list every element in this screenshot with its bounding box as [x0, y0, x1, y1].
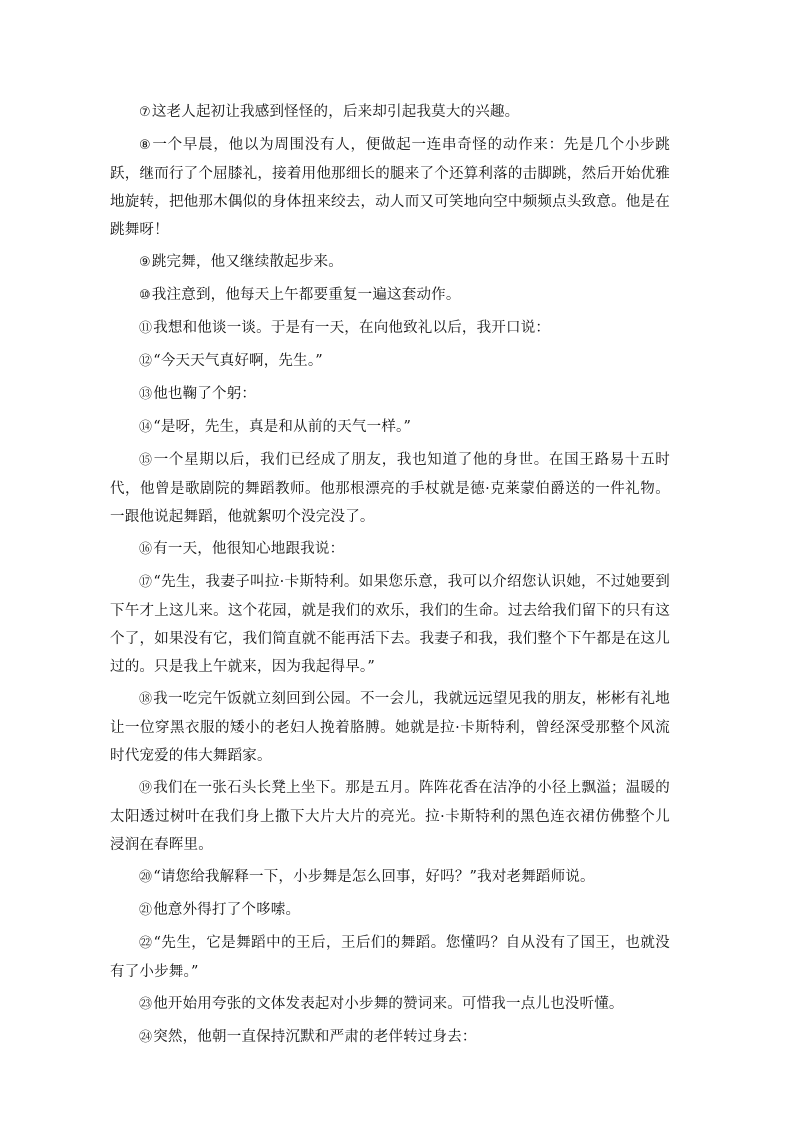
- paragraph-20: [110, 863, 670, 892]
- paragraph-12: [110, 347, 670, 376]
- paragraph-text: 这老人起初让我感到怪怪的，后来却引起我莫大的兴趣。: [151, 104, 520, 120]
- paragraph-19: [110, 774, 670, 859]
- paragraph-text: 我想和他谈一谈。于是有一天，在向他致礼以后，我开口说：: [153, 320, 551, 336]
- paragraph-number: ⑰: [139, 575, 153, 590]
- paragraph-text: 我们在一张石头长凳上坐下。那是五月。阵阵花香在洁净的小径上飘溢；温暖的太阳透过树叶在我们身上撒下大片大片的亮光。拉·卡斯特利的黑色连衣裙仿佛整个儿浸润在春晖里。: [110, 780, 670, 853]
- paragraph-number: ㉔: [139, 1030, 153, 1045]
- paragraph-number: ⑩: [139, 288, 151, 303]
- paragraph-text: 跳完舞，他又继续散起步来。: [151, 254, 343, 270]
- paragraph-number: ⑭: [139, 420, 153, 435]
- paragraph-number: ⑳: [139, 870, 153, 885]
- paragraph-number: ㉓: [139, 997, 153, 1012]
- paragraph-11: [110, 314, 670, 343]
- paragraph-text: “先生，我妻子叫拉·卡斯特利。如果您乐意，我可以介绍您认识她，不过她要到下午才上这儿来。这个花园，就是我们的欢乐，我们的生命。过去给我们留下的只有这个了，如果没有它，我们简直就不能再活下去。我妻子和我，我们整个下午都是在这儿过的。只是我上午就来，因为我起得早。”: [110, 574, 670, 675]
- paragraph-22: [110, 929, 670, 986]
- paragraph-number: ⑪: [139, 321, 153, 336]
- paragraph-9: [110, 248, 670, 277]
- paragraph-24: [110, 1023, 670, 1052]
- article-body: [110, 98, 670, 1056]
- paragraph-number: ⑧: [139, 138, 152, 153]
- paragraph-number: ㉑: [139, 903, 153, 918]
- paragraph-number: ⑮: [139, 453, 153, 468]
- paragraph-number: ⑨: [139, 255, 151, 270]
- paragraph-16: [110, 535, 670, 564]
- paragraph-text: 一个星期以后，我们已经成了朋友，我也知道了他的身世。在国王路易十五时代，他曾是歌剧院的舞蹈教师。他那根漂亮的手杖就是德·克莱蒙伯爵送的一件礼物。一跟他说起舞蹈，他就絮叨个没完没了。: [110, 452, 670, 525]
- paragraph-number: ⑲: [139, 781, 153, 796]
- paragraph-17: [110, 568, 670, 681]
- paragraph-text: 他也鞠了个躬：: [153, 386, 257, 402]
- paragraph-text: 我注意到，他每天上午都要重复一遍这套动作。: [151, 287, 461, 303]
- paragraph-number: ⑫: [139, 354, 153, 369]
- paragraph-text: 他意外得打了个哆嗦。: [153, 902, 301, 918]
- paragraph-number: ⑱: [139, 692, 153, 707]
- paragraph-21: [110, 896, 670, 925]
- paragraph-number: ⑯: [139, 542, 153, 557]
- paragraph-15: [110, 446, 670, 531]
- paragraph-text: “是呀，先生，真是和从前的天气一样。”: [153, 419, 412, 435]
- paragraph-number: ⑬: [139, 387, 153, 402]
- paragraph-text: “今天天气真好啊，先生。”: [153, 353, 323, 369]
- paragraph-8: [110, 131, 670, 244]
- paragraph-text: “先生，它是舞蹈中的王后，王后们的舞蹈。您懂吗？自从没有了国王，也就没有了小步舞。”: [110, 935, 670, 980]
- paragraph-text: 有一天，他很知心地跟我说：: [153, 541, 345, 557]
- paragraph-text: “请您给我解释一下，小步舞是怎么回事，好吗？”我对老舞蹈师说。: [153, 869, 595, 885]
- paragraph-text: 我一吃完午饭就立刻回到公园。不一会儿，我就远远望见我的朋友，彬彬有礼地让一位穿黑衣服的矮小的老妇人挽着胳膊。她就是拉·卡斯特利，曾经深受那整个风流时代宠爱的伟大舞蹈家。: [110, 691, 670, 764]
- paragraph-23: [110, 990, 670, 1019]
- paragraph-7: [110, 98, 670, 127]
- paragraph-number: ⑦: [139, 105, 151, 120]
- paragraph-number: ㉒: [139, 936, 153, 951]
- paragraph-text: 一个早晨，他以为周围没有人，便做起一连串奇怪的动作来：先是几个小步跳跃，继而行了个屈膝礼，接着用他那细长的腿来了个还算利落的击脚跳，然后开始优雅地旋转，把他那木偶似的身体扭来绞去，动人而又可笑地向空中频频点头致意。他是在跳舞呀！: [110, 137, 671, 238]
- paragraph-text: 突然，他朝一直保持沉默和严肃的老伴转过身去：: [153, 1029, 477, 1045]
- paragraph-text: 他开始用夸张的文体发表起对小步舞的赞词来。可惜我一点儿也没听懂。: [153, 996, 624, 1012]
- paragraph-18: [110, 685, 670, 770]
- paragraph-10: [110, 281, 670, 310]
- paragraph-14: [110, 413, 670, 442]
- paragraph-13: [110, 380, 670, 409]
